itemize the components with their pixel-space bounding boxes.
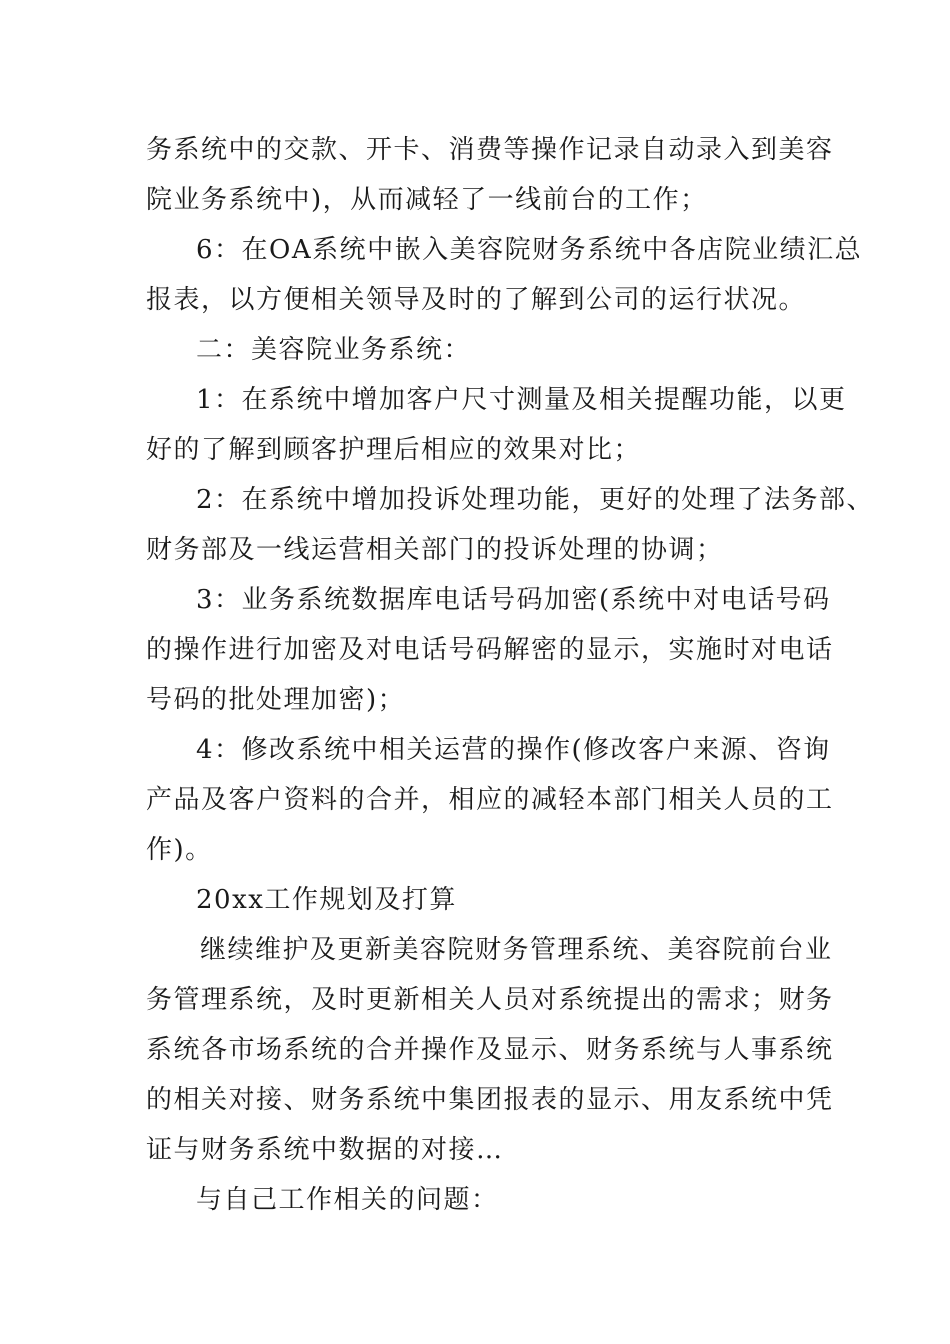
- text-line: 6：在OA系统中嵌入美容院财务系统中各店院业绩汇总: [196, 235, 863, 265]
- text-line: 证与财务系统中数据的对接…: [146, 1135, 504, 1165]
- text-line: 1：在系统中增加客户尺寸测量及相关提醒功能，以更: [196, 385, 847, 415]
- text-line: 作)。: [146, 835, 213, 865]
- text-line: 好的了解到顾客护理后相应的效果对比；: [146, 435, 642, 465]
- text-line: 2：在系统中增加投诉处理功能，更好的处理了法务部、: [196, 485, 875, 515]
- text-line: 务管理系统，及时更新相关人员对系统提出的需求；财务: [146, 985, 834, 1015]
- text-line: 院业务系统中)，从而减轻了一线前台的工作；: [146, 185, 708, 215]
- text-line: 务系统中的交款、开卡、消费等操作记录自动录入到美容: [146, 135, 834, 165]
- text-line: 号码的批处理加密)；: [146, 685, 406, 715]
- text-line: 3：业务系统数据库电话号码加密(系统中对电话号码: [196, 585, 831, 615]
- text-line: 的操作进行加密及对电话号码解密的显示，实施时对电话: [146, 635, 834, 665]
- text-line: 系统各市场系统的合并操作及显示、财务系统与人事系统: [146, 1035, 834, 1065]
- section-heading: 二：美容院业务系统：: [196, 335, 472, 365]
- section-heading: 与自己工作相关的问题：: [196, 1185, 499, 1215]
- section-heading: 20xx工作规划及打算: [196, 885, 457, 915]
- text-line: 财务部及一线运营相关部门的投诉处理的协调；: [146, 535, 724, 565]
- text-line: 报表，以方便相关领导及时的了解到公司的运行状况。: [146, 285, 807, 315]
- text-line: 产品及客户资料的合并，相应的减轻本部门相关人员的工: [146, 785, 834, 815]
- text-line: 的相关对接、财务系统中集团报表的显示、用友系统中凭: [146, 1085, 834, 1115]
- text-line: 继续维护及更新美容院财务管理系统、美容院前台业: [200, 935, 833, 965]
- text-line: 4：修改系统中相关运营的操作(修改客户来源、咨询: [196, 735, 831, 765]
